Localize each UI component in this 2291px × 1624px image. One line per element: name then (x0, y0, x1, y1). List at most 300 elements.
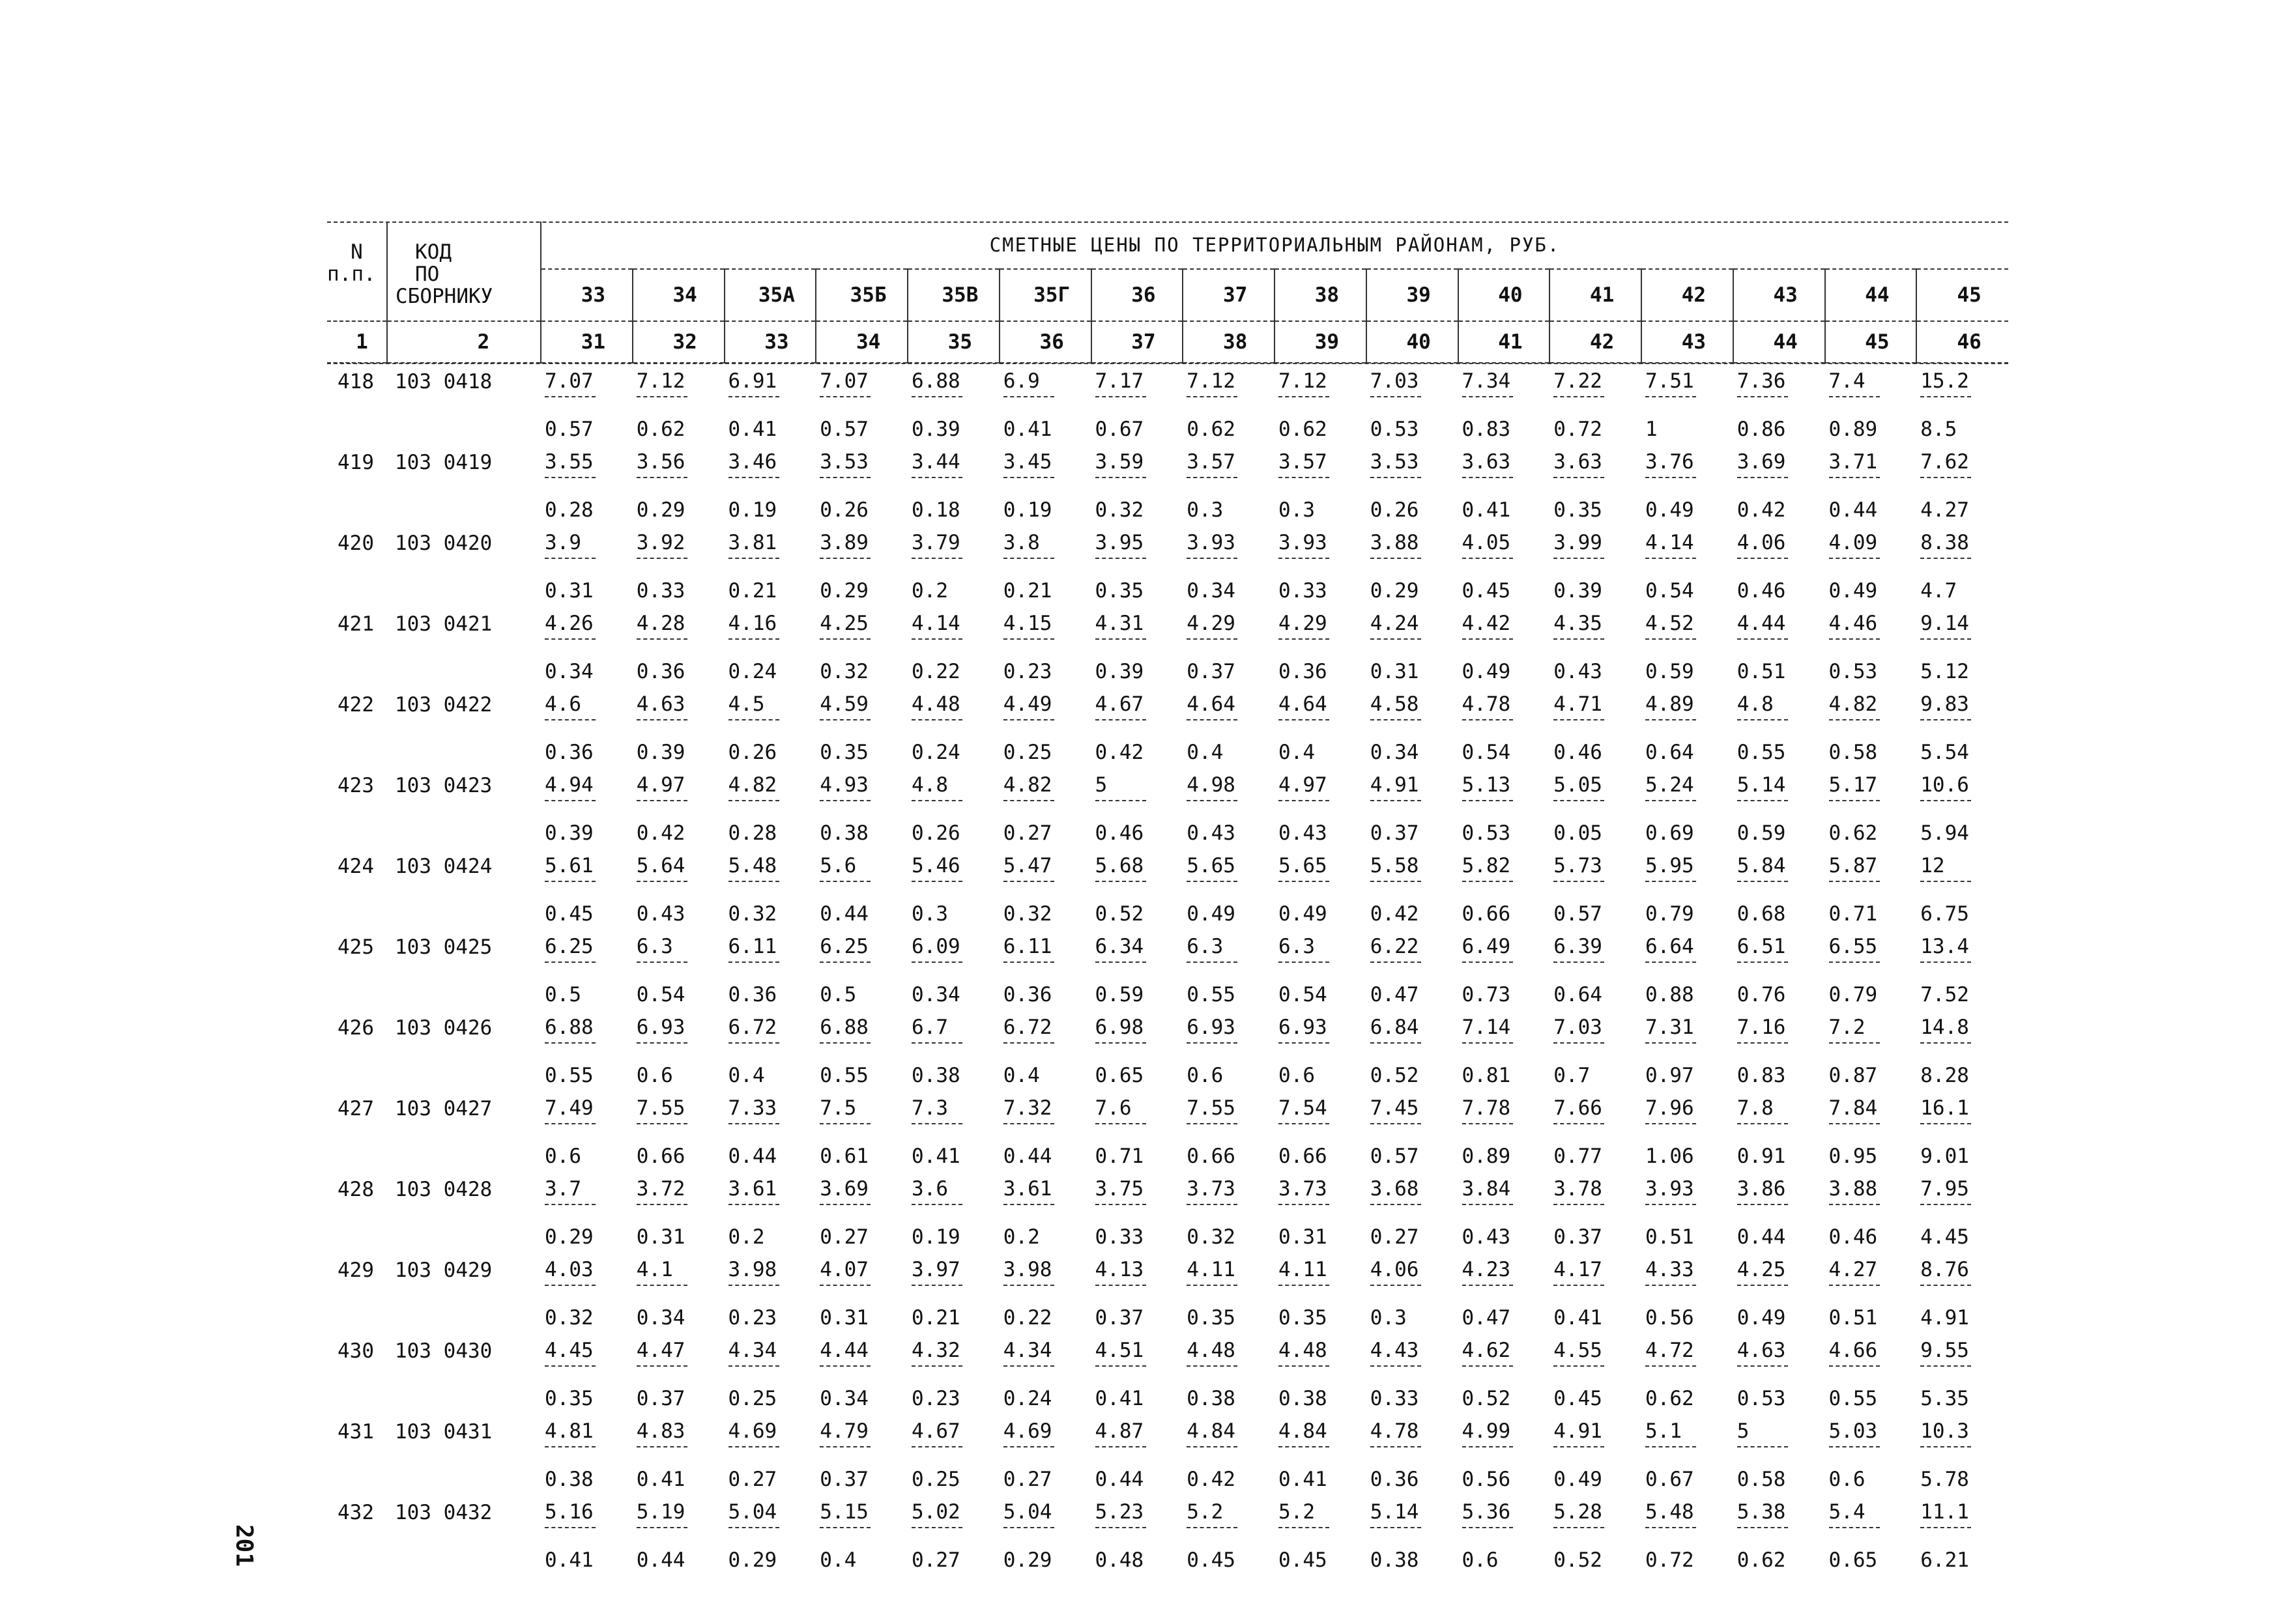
price-total: 4.13 (1095, 1258, 1144, 1281)
fraction-divider (1370, 800, 1421, 801)
price-cell (1825, 525, 1917, 606)
fraction-divider (820, 962, 871, 963)
fraction-divider (912, 1446, 962, 1447)
price-cell (816, 606, 908, 687)
num-label-line1: N (351, 240, 363, 264)
price-wage: 0.3 (1278, 498, 1315, 522)
price-wage: 0.21 (912, 1306, 960, 1330)
fraction-divider (1278, 638, 1329, 640)
price-cell (1733, 606, 1825, 687)
price-wage: 0.28 (545, 498, 594, 522)
price-cell (1733, 363, 1825, 444)
price-cell (725, 767, 816, 848)
price-total: 5.14 (1736, 773, 1786, 797)
row-number: 426 (338, 1016, 374, 1040)
fraction-divider (1187, 1285, 1237, 1286)
price-total: 4.52 (1645, 612, 1694, 635)
price-wage: 0.53 (1828, 660, 1878, 683)
price-total: 3.97 (912, 1258, 960, 1281)
code-label-line3: СБОРНИКУ (396, 285, 493, 308)
price-total: 4.29 (1187, 612, 1235, 635)
price-wage: 0.44 (636, 1548, 685, 1572)
fraction-divider (1920, 558, 1971, 559)
price-cell (725, 1090, 816, 1171)
fraction-divider (1737, 1042, 1788, 1044)
fraction-divider (1553, 1204, 1604, 1205)
price-wage: 0.27 (820, 1225, 869, 1249)
price-cell (1275, 1414, 1366, 1494)
fraction-divider (1278, 1285, 1329, 1286)
price-total: 3.86 (1736, 1177, 1786, 1201)
fraction-divider (1920, 1285, 1971, 1286)
price-wage: 0.42 (636, 821, 685, 845)
price-total: 7.55 (636, 1096, 685, 1120)
row-number: 432 (338, 1501, 374, 1524)
fraction-divider (1920, 1527, 1971, 1528)
price-total: 5.4 (1828, 1500, 1866, 1524)
fraction-divider (912, 396, 962, 397)
price-total: 7.84 (1828, 1096, 1878, 1120)
price-total: 5.16 (545, 1500, 594, 1524)
price-wage: 0.36 (1003, 983, 1052, 1006)
fraction-divider (1553, 396, 1604, 397)
price-wage: 0.41 (545, 1548, 594, 1572)
price-wage: 0.89 (1462, 1145, 1511, 1168)
code-label-line2: ПО (415, 263, 440, 286)
price-wage: 0.66 (1462, 902, 1511, 926)
fraction-divider (728, 1365, 779, 1367)
price-wage: 0.83 (1736, 1064, 1786, 1087)
price-wage: 0.52 (1462, 1387, 1511, 1410)
price-cell (908, 1010, 1000, 1090)
fraction-divider (1645, 558, 1696, 559)
price-total: 3.68 (1370, 1177, 1419, 1201)
price-total: 5.82 (1462, 854, 1511, 877)
price-total: 7.31 (1645, 1016, 1694, 1039)
price-wage: 0.62 (1278, 418, 1327, 441)
price-cell (816, 848, 908, 929)
price-wage: 0.31 (1278, 1225, 1327, 1249)
fraction-divider (1095, 1123, 1146, 1124)
price-total: 7.51 (1645, 369, 1694, 393)
price-cell (1641, 1171, 1733, 1252)
price-cell (1275, 1252, 1366, 1333)
price-cell (1916, 1494, 2008, 1575)
fraction-divider (545, 800, 596, 801)
price-total: 3.88 (1370, 531, 1419, 554)
price-total: 4.93 (820, 773, 869, 797)
fraction-divider (1920, 962, 1971, 963)
price-total: 6.55 (1828, 935, 1878, 958)
price-total: 9.55 (1920, 1339, 1969, 1362)
price-cell (633, 1171, 725, 1252)
price-wage: 0.46 (1736, 579, 1786, 603)
price-wage: 0.37 (636, 1387, 685, 1410)
price-cell (1916, 1090, 2008, 1171)
price-total: 4.24 (1370, 612, 1419, 635)
price-wage: 0.41 (1278, 1468, 1327, 1491)
price-cell (816, 767, 908, 848)
price-total: 5.2 (1187, 1500, 1224, 1524)
fraction-divider (1645, 881, 1696, 882)
column-number: 2 (387, 321, 541, 363)
fraction-divider (1003, 881, 1054, 882)
price-total: 7.6 (1095, 1096, 1132, 1120)
price-cell (1733, 1090, 1825, 1171)
price-total: 4.58 (1370, 692, 1419, 716)
price-total: 3.69 (820, 1177, 869, 1201)
price-cell (816, 1010, 908, 1090)
price-wage: 0.35 (1095, 579, 1144, 603)
price-wage: 0.87 (1828, 1064, 1878, 1087)
price-cell (1641, 363, 1733, 444)
price-cell (1000, 1090, 1091, 1171)
price-total: 7.36 (1736, 369, 1786, 393)
price-cell (1733, 687, 1825, 767)
price-total: 4.32 (912, 1339, 960, 1362)
price-total: 4.67 (1095, 692, 1144, 716)
price-wage: 0.65 (1095, 1064, 1144, 1087)
district-code-header: 41 (1549, 269, 1641, 321)
price-total: 4.55 (1553, 1339, 1602, 1362)
row-code: 103 0429 (395, 1259, 493, 1282)
price-cell (1641, 687, 1733, 767)
price-wage: 0.22 (1003, 1306, 1052, 1330)
row-code: 103 0418 (395, 370, 493, 393)
fraction-divider (1462, 1204, 1513, 1205)
price-total: 3.72 (636, 1177, 685, 1201)
fraction-divider (1003, 477, 1054, 478)
fraction-divider (1920, 1204, 1971, 1205)
price-wage: 0.57 (1370, 1145, 1419, 1168)
price-cell (908, 363, 1000, 444)
price-total: 6.49 (1462, 935, 1511, 958)
price-wage: 5.54 (1920, 741, 1969, 764)
fraction-divider (1462, 800, 1513, 801)
fraction-divider (1553, 719, 1604, 720)
price-total: 7.49 (545, 1096, 594, 1120)
price-wage: 0.55 (820, 1064, 869, 1087)
price-wage: 0.24 (728, 660, 777, 683)
price-wage: 0.25 (1003, 741, 1052, 764)
price-total: 4.25 (820, 612, 869, 635)
table-row (327, 767, 2008, 848)
fraction-divider (1278, 962, 1329, 963)
price-cell (1275, 687, 1366, 767)
price-wage: 0.41 (912, 1145, 960, 1168)
fraction-divider (728, 396, 779, 397)
fraction-divider (1187, 1527, 1237, 1528)
fraction-divider (728, 1285, 779, 1286)
price-cell (725, 1494, 816, 1575)
price-total: 5.65 (1278, 854, 1327, 877)
price-wage: 0.62 (636, 418, 685, 441)
price-total: 5.68 (1095, 854, 1144, 877)
row-code: 103 0431 (395, 1420, 493, 1444)
price-cell (1458, 1414, 1550, 1494)
price-cell (541, 1494, 633, 1575)
price-total: 4.45 (545, 1339, 594, 1362)
price-total: 6.84 (1370, 1016, 1419, 1039)
fraction-divider (545, 396, 596, 397)
fraction-divider (1462, 1446, 1513, 1447)
price-total: 7.34 (1462, 369, 1511, 393)
price-cell (1458, 1333, 1550, 1414)
fraction-divider (912, 881, 962, 882)
price-cell (1366, 1414, 1458, 1494)
price-total: 6.3 (1187, 935, 1224, 958)
price-wage: 0.2 (1003, 1225, 1040, 1249)
price-total: 3.59 (1095, 450, 1144, 474)
price-total: 5.19 (636, 1500, 685, 1524)
price-cell (1000, 606, 1091, 687)
price-cell (1183, 606, 1275, 687)
price-wage: 0.65 (1828, 1548, 1878, 1572)
fraction-divider (1645, 638, 1696, 640)
district-code-header: 44 (1825, 269, 1917, 321)
price-cell (1825, 1010, 1917, 1090)
price-wage: 0.38 (1370, 1548, 1419, 1572)
price-total: 3.55 (545, 450, 594, 474)
price-wage: 0.66 (1278, 1145, 1327, 1168)
price-total: 4.72 (1645, 1339, 1694, 1362)
price-cell (1549, 848, 1641, 929)
price-total: 4.81 (545, 1419, 594, 1443)
price-total: 5.15 (820, 1500, 869, 1524)
price-cell (541, 929, 633, 1010)
fraction-divider (1462, 1123, 1513, 1124)
price-total: 10.3 (1920, 1419, 1969, 1443)
price-total: 3.99 (1553, 531, 1602, 554)
row-code: 103 0426 (395, 1016, 493, 1040)
price-wage: 0.53 (1370, 418, 1419, 441)
price-wage: 0.53 (1736, 1387, 1786, 1410)
price-cell (725, 1414, 816, 1494)
price-total: 4.84 (1187, 1419, 1235, 1443)
price-wage: 0.6 (636, 1064, 673, 1087)
price-cell (1000, 525, 1091, 606)
price-wage: 1.06 (1645, 1145, 1694, 1168)
fraction-divider (820, 719, 871, 720)
fraction-divider (637, 719, 687, 720)
fraction-divider (1920, 1123, 1971, 1124)
fraction-divider (1003, 719, 1054, 720)
price-cell (1000, 363, 1091, 444)
price-wage: 0.43 (1187, 821, 1235, 845)
price-cell (1458, 1090, 1550, 1171)
price-total: 4.48 (1187, 1339, 1235, 1362)
price-wage: 0.29 (1370, 579, 1419, 603)
price-total: 6.9 (1003, 369, 1040, 393)
price-cell (1366, 687, 1458, 767)
price-cell (541, 1171, 633, 1252)
table-row (327, 687, 2008, 767)
price-cell (1275, 848, 1366, 929)
price-cell (725, 687, 816, 767)
price-cell (1458, 1494, 1550, 1575)
price-total: 4.98 (1187, 773, 1235, 797)
fraction-divider (545, 1204, 596, 1205)
price-total: 6.88 (545, 1016, 594, 1039)
price-cell (908, 606, 1000, 687)
fraction-divider (1553, 881, 1604, 882)
price-wage: 0.39 (912, 418, 960, 441)
price-cell (1549, 606, 1641, 687)
fraction-divider (1829, 638, 1880, 640)
fraction-divider (1462, 558, 1513, 559)
price-total: 4.33 (1645, 1258, 1694, 1281)
header-bottom-rule (327, 363, 2008, 364)
price-total: 4.25 (1736, 1258, 1786, 1281)
price-wage: 0.79 (1828, 983, 1878, 1006)
price-total: 4.48 (912, 692, 960, 716)
price-cell (1733, 1494, 1825, 1575)
fraction-divider (1095, 638, 1146, 640)
price-total: 5.95 (1645, 854, 1694, 877)
fraction-divider (1095, 1446, 1146, 1447)
price-wage: 0.47 (1370, 983, 1419, 1006)
price-cell (1549, 1414, 1641, 1494)
price-total: 5.2 (1278, 1500, 1315, 1524)
price-cell (1000, 929, 1091, 1010)
fraction-divider (820, 1365, 871, 1367)
price-total: 6.3 (1278, 935, 1315, 958)
price-wage: 0.49 (1553, 1468, 1602, 1491)
price-wage: 0.32 (1095, 498, 1144, 522)
price-total: 3.93 (1278, 531, 1327, 554)
price-total: 9.83 (1920, 692, 1969, 716)
fraction-divider (1370, 396, 1421, 397)
fraction-divider (1645, 800, 1696, 801)
fraction-divider (728, 558, 779, 559)
price-wage: 4.91 (1920, 1306, 1969, 1330)
price-cell (1000, 444, 1091, 525)
price-wage: 0.31 (1370, 660, 1419, 683)
row-code: 103 0425 (395, 935, 493, 959)
fraction-divider (1095, 1042, 1146, 1044)
fraction-divider (545, 1285, 596, 1286)
price-total: 3.9 (545, 531, 581, 554)
price-cell (1641, 1494, 1733, 1575)
price-total: 5.84 (1736, 854, 1786, 877)
column-number: 46 (1916, 321, 2008, 363)
code-label-line1: КОД (415, 240, 452, 264)
fraction-divider (637, 1285, 687, 1286)
price-wage: 0.38 (545, 1468, 594, 1491)
price-wage: 0.35 (820, 741, 869, 764)
fraction-divider (545, 558, 596, 559)
fraction-divider (820, 1446, 871, 1447)
price-total: 4.29 (1278, 612, 1327, 635)
price-cell (1183, 929, 1275, 1010)
price-wage: 0.34 (1187, 579, 1235, 603)
price-cell (541, 1414, 633, 1494)
price-cell (1825, 1414, 1917, 1494)
fraction-divider (1553, 1042, 1604, 1044)
price-wage: 0.34 (1370, 741, 1419, 764)
district-code-header: 36 (1091, 269, 1183, 321)
fraction-divider (1829, 962, 1880, 963)
price-cell (816, 1252, 908, 1333)
price-cell (1733, 1414, 1825, 1494)
fraction-divider (1829, 719, 1880, 720)
price-total: 5.48 (1645, 1500, 1694, 1524)
price-wage: 0.43 (1553, 660, 1602, 683)
price-total: 6.64 (1645, 935, 1694, 958)
price-total: 3.98 (728, 1258, 777, 1281)
price-wage: 0.22 (912, 660, 960, 683)
price-total: 4.94 (545, 773, 594, 797)
row-number: 422 (338, 693, 374, 717)
price-total: 4.82 (728, 773, 777, 797)
price-wage: 5.35 (1920, 1387, 1969, 1410)
price-wage: 0.49 (1278, 902, 1327, 926)
price-wage: 0.56 (1645, 1306, 1694, 1330)
price-total: 4.26 (545, 612, 594, 635)
fraction-divider (1829, 396, 1880, 397)
price-cell (908, 1090, 1000, 1171)
price-cell (1000, 1171, 1091, 1252)
price-total: 5.28 (1553, 1500, 1602, 1524)
fraction-divider (545, 1527, 596, 1528)
price-wage: 0.73 (1462, 983, 1511, 1006)
price-wage: 0.4 (820, 1548, 857, 1572)
price-cell (633, 444, 725, 525)
fraction-divider (912, 719, 962, 720)
fraction-divider (1645, 396, 1696, 397)
price-total: 6.39 (1553, 935, 1602, 958)
price-wage: 0.27 (1370, 1225, 1419, 1249)
fraction-divider (1095, 396, 1146, 397)
table-row (327, 444, 2008, 525)
price-total: 7.07 (545, 369, 594, 393)
price-cell (1366, 848, 1458, 929)
fraction-divider (1737, 638, 1788, 640)
price-cell (1825, 1333, 1917, 1414)
price-wage: 0.45 (545, 902, 594, 926)
price-cell (908, 929, 1000, 1010)
num-header (327, 221, 387, 321)
fraction-divider (1737, 1204, 1788, 1205)
price-cell (1366, 1171, 1458, 1252)
price-total: 3.69 (1736, 450, 1786, 474)
fraction-divider (912, 800, 962, 801)
price-wage: 0.54 (1278, 983, 1327, 1006)
table-row (327, 606, 2008, 687)
price-cell (1825, 929, 1917, 1010)
price-wage: 4.45 (1920, 1225, 1969, 1249)
price-cell (908, 1333, 1000, 1414)
price-total: 6.91 (728, 369, 777, 393)
code-header (387, 221, 541, 321)
price-cell (1549, 767, 1641, 848)
price-total: 6.11 (1003, 935, 1052, 958)
district-code-header: 39 (1366, 269, 1458, 321)
price-wage: 8.28 (1920, 1064, 1969, 1087)
fraction-divider (1462, 1285, 1513, 1286)
price-total: 7.62 (1920, 450, 1969, 474)
fraction-divider (1003, 396, 1054, 397)
price-wage: 0.58 (1736, 1468, 1786, 1491)
fraction-divider (1095, 558, 1146, 559)
price-wage: 0.59 (1645, 660, 1694, 683)
price-wage: 0.33 (636, 579, 685, 603)
price-wage: 0.95 (1828, 1145, 1878, 1168)
price-wage: 0.35 (1278, 1306, 1327, 1330)
price-wage: 0.28 (728, 821, 777, 845)
price-wage: 0.19 (728, 498, 777, 522)
price-cell (1641, 929, 1733, 1010)
